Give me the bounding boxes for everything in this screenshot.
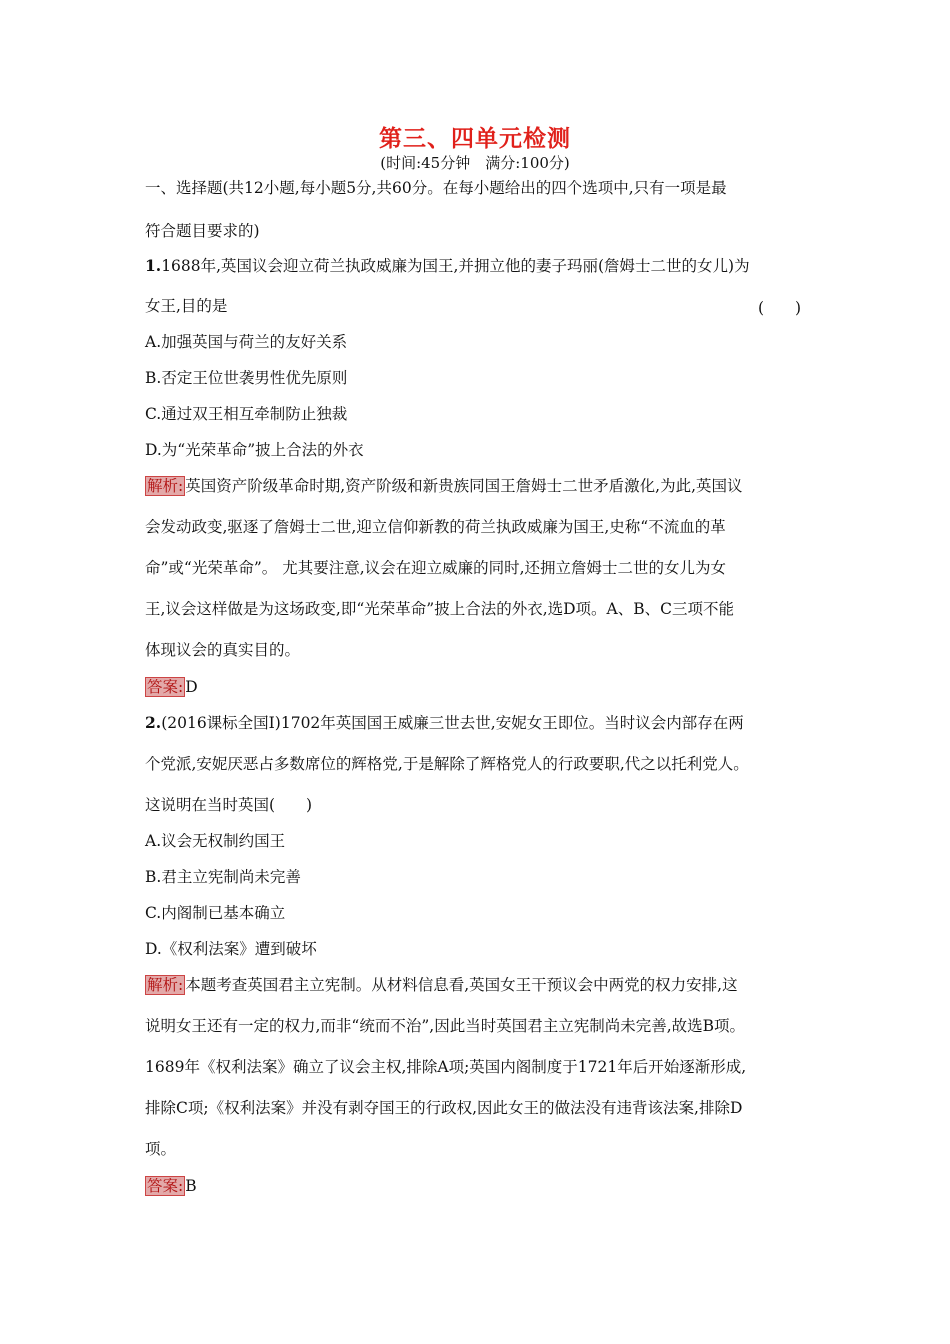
question-1-analysis-line-2: 会发动政变,驱逐了詹姆士二世,迎立信仰新教的荷兰执政威廉为国王,史称“不流血的革 (145, 518, 726, 536)
question-2-option-b: B.君主立宪制尚未完善 (145, 868, 301, 886)
question-2-analysis-line-4: 排除C项;《权利法案》并没有剥夺国王的行政权,因此女王的做法没有违背该法案,排除D (145, 1099, 743, 1117)
question-2-analysis-line-3: 1689年《权利法案》确立了议会主权,排除A项;英国内阁制度于1721年后开始逐渐形成, (145, 1058, 747, 1076)
question-1-stem-line-2: 女王,目的是 (145, 297, 228, 315)
question-2-number: 2. (145, 713, 162, 732)
question-2-stem-line-1 (145, 713, 744, 733)
question-2-analysis-line-5: 项。 (145, 1140, 177, 1158)
question-1-answer-blank: ( ) (758, 299, 802, 317)
analysis-tag: 解析: (147, 477, 184, 495)
question-2-analysis-line-2: 说明女王还有一定的权力,而非“统而不治”,因此当时英国君主立宪制尚未完善,故选B项。 (145, 1017, 746, 1035)
question-1-answer: D (185, 678, 198, 696)
question-2-option-c: C.内阁制已基本确立 (145, 904, 286, 922)
question-1-stem-line-1 (145, 256, 750, 276)
question-2-answer-line (145, 1176, 197, 1196)
question-1-number: 1. (145, 256, 162, 275)
question-2-answer: B (185, 1177, 197, 1195)
analysis-tag: 解析: (147, 976, 184, 994)
question-1-option-b: B.否定王位世袭男性优先原则 (145, 369, 348, 387)
answer-tag: 答案: (147, 678, 184, 696)
analysis-text: 本题考查英国君主立宪制。从材料信息看,英国女王干预议会中两党的权力安排,这 (185, 976, 738, 994)
question-2-analysis-line-1 (145, 975, 738, 995)
question-2-option-d: D.《权利法案》遭到破坏 (145, 940, 317, 958)
question-2-option-a: A.议会无权制约国王 (145, 832, 286, 850)
section-heading-line-1: 一、选择题(共12小题,每小题5分,共60分。在每小题给出的四个选项中,只有一项是最 (145, 179, 727, 197)
question-2-stem-line-3: 这说明在当时英国( ) (145, 796, 313, 814)
question-2-stem-text: (2016课标全国Ⅰ)1702年英国国王威廉三世去世,安妮女王即位。当时议会内部存在两 (161, 714, 744, 732)
question-2-stem-line-2: 个党派,安妮厌恶占多数席位的辉格党,于是解除了辉格党人的行政要职,代之以托利党人。 (145, 755, 749, 773)
page-subtitle: (时间:45分钟 满分:100分) (380, 154, 570, 172)
question-1-analysis-line-4: 王,议会这样做是为这场政变,即“光荣革命”披上合法的外衣,选D项。A、B、C三项不能 (145, 600, 735, 618)
question-1-option-a: A.加强英国与荷兰的友好关系 (145, 333, 348, 351)
analysis-text: 英国资产阶级革命时期,资产阶级和新贵族同国王詹姆士二世矛盾激化,为此,英国议 (185, 477, 743, 495)
question-1-answer-line (145, 677, 198, 697)
question-1-analysis-line-1 (145, 476, 743, 496)
question-1-analysis-line-5: 体现议会的真实目的。 (145, 641, 301, 659)
section-heading-line-2: 符合题目要求的) (145, 222, 260, 240)
answer-tag: 答案: (147, 1177, 184, 1195)
question-1-analysis-line-3: 命”或“光荣革命”。 尤其要注意,议会在迎立威廉的同时,还拥立詹姆士二世的女儿为女 (145, 559, 727, 577)
page-title: 第三、四单元检测 (379, 126, 571, 152)
question-1-option-c: C.通过双王相互牵制防止独裁 (145, 405, 348, 423)
question-1-stem-text: 1688年,英国议会迎立荷兰执政威廉为国王,并拥立他的妻子玛丽(詹姆士二世的女儿)为 (161, 257, 750, 275)
question-1-option-d: D.为“光荣革命”披上合法的外衣 (145, 441, 364, 459)
